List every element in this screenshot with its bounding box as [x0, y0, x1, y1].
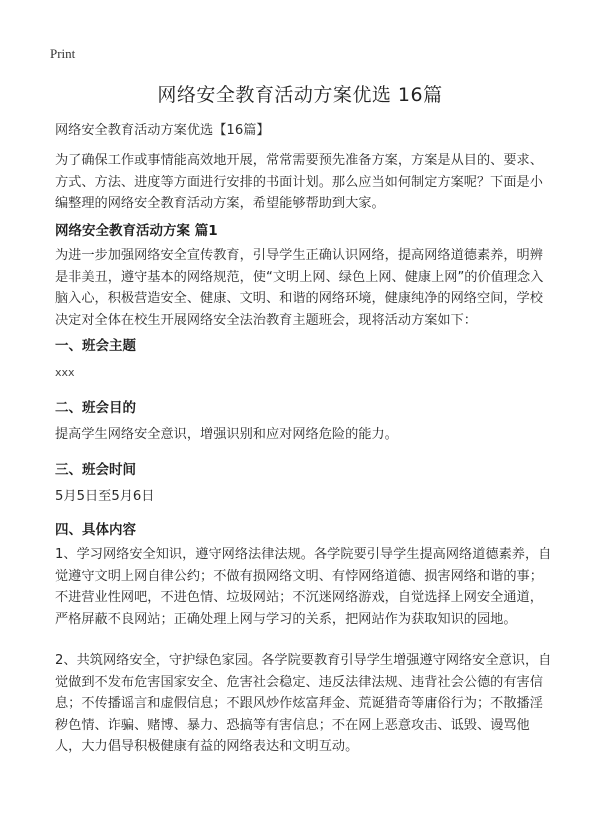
content-item-2: 2、共筑网络安全，守护绿色家园。各学院要教育引导学生增强遵守网络安全意识，自觉做到不发布危害国家安全、危害社会稳定、违反法律法规、违背社会公德的有害信息；不传播谣言和虚假信息；不跟风炒作炫富拜金、荒诞猎奇等庸俗行为；不散播淫秽色情、诈骗、赌博、暴力、恐搞等有害信息；不在网上恶意攻击、诋毁、谩骂他人，大力倡导积极健康有益的网络表达和文明互动。: [55, 653, 552, 754]
intro-paragraph: 为了确保工作或事情能高效地开展，常常需要预先准备方案，方案是从目的、要求、方式、方法、进度等方面进行安排的书面计划。那么应当如何制定方案呢？下面是小编整理的网络安全教育活动方案，希望能够帮助到大家。: [55, 153, 543, 211]
theme-text: xxx: [55, 366, 75, 379]
heading-theme: 一、班会主题: [55, 338, 136, 354]
page-title: 网络安全教育活动方案优选 16篇: [157, 84, 443, 106]
time-text: 5月5日至5月6日: [55, 489, 155, 504]
doc-subtitle: 网络安全教育活动方案优选【16篇】: [55, 123, 270, 138]
print-link[interactable]: Print: [50, 46, 76, 61]
heading-time: 三、班会时间: [55, 462, 136, 478]
section-heading: 网络安全教育活动方案 篇1: [55, 223, 218, 239]
heading-content: 四、具体内容: [55, 522, 136, 538]
content-item-1: 1、学习网络安全知识，遵守网络法律法规。各学院要引导学生提高网络道德素养，自觉遵守文明上网自律公约；不做有损网络文明、有悖网络道德、损害网络和谐的事；不进营业性网吧，不进色情、垃圾网站；不沉迷网络游戏，自觉选择上网安全通道，严格屏蔽不良网站；正确处理上网与学习的关系，把网站作为获取知识的园地。: [55, 547, 552, 627]
purpose-text: 提高学生网络安全意识，增强识别和应对网络危险的能力。: [55, 427, 398, 442]
section-paragraph: 为进一步加强网络安全宣传教育，引导学生正确认识网络，提高网络道德素养，明辨是非美丑，遵守基本的网络规范，使“文明上网、绿色上网、健康上网”的价值理念入脑入心，积极营造安全、健康、文明、和谐的网络环境，健康纯净的网络空间，学校决定对全体在校生开展网络安全法治教育主题班会，现将活动方案如下：: [55, 248, 544, 328]
heading-purpose: 二、班会目的: [55, 400, 136, 416]
